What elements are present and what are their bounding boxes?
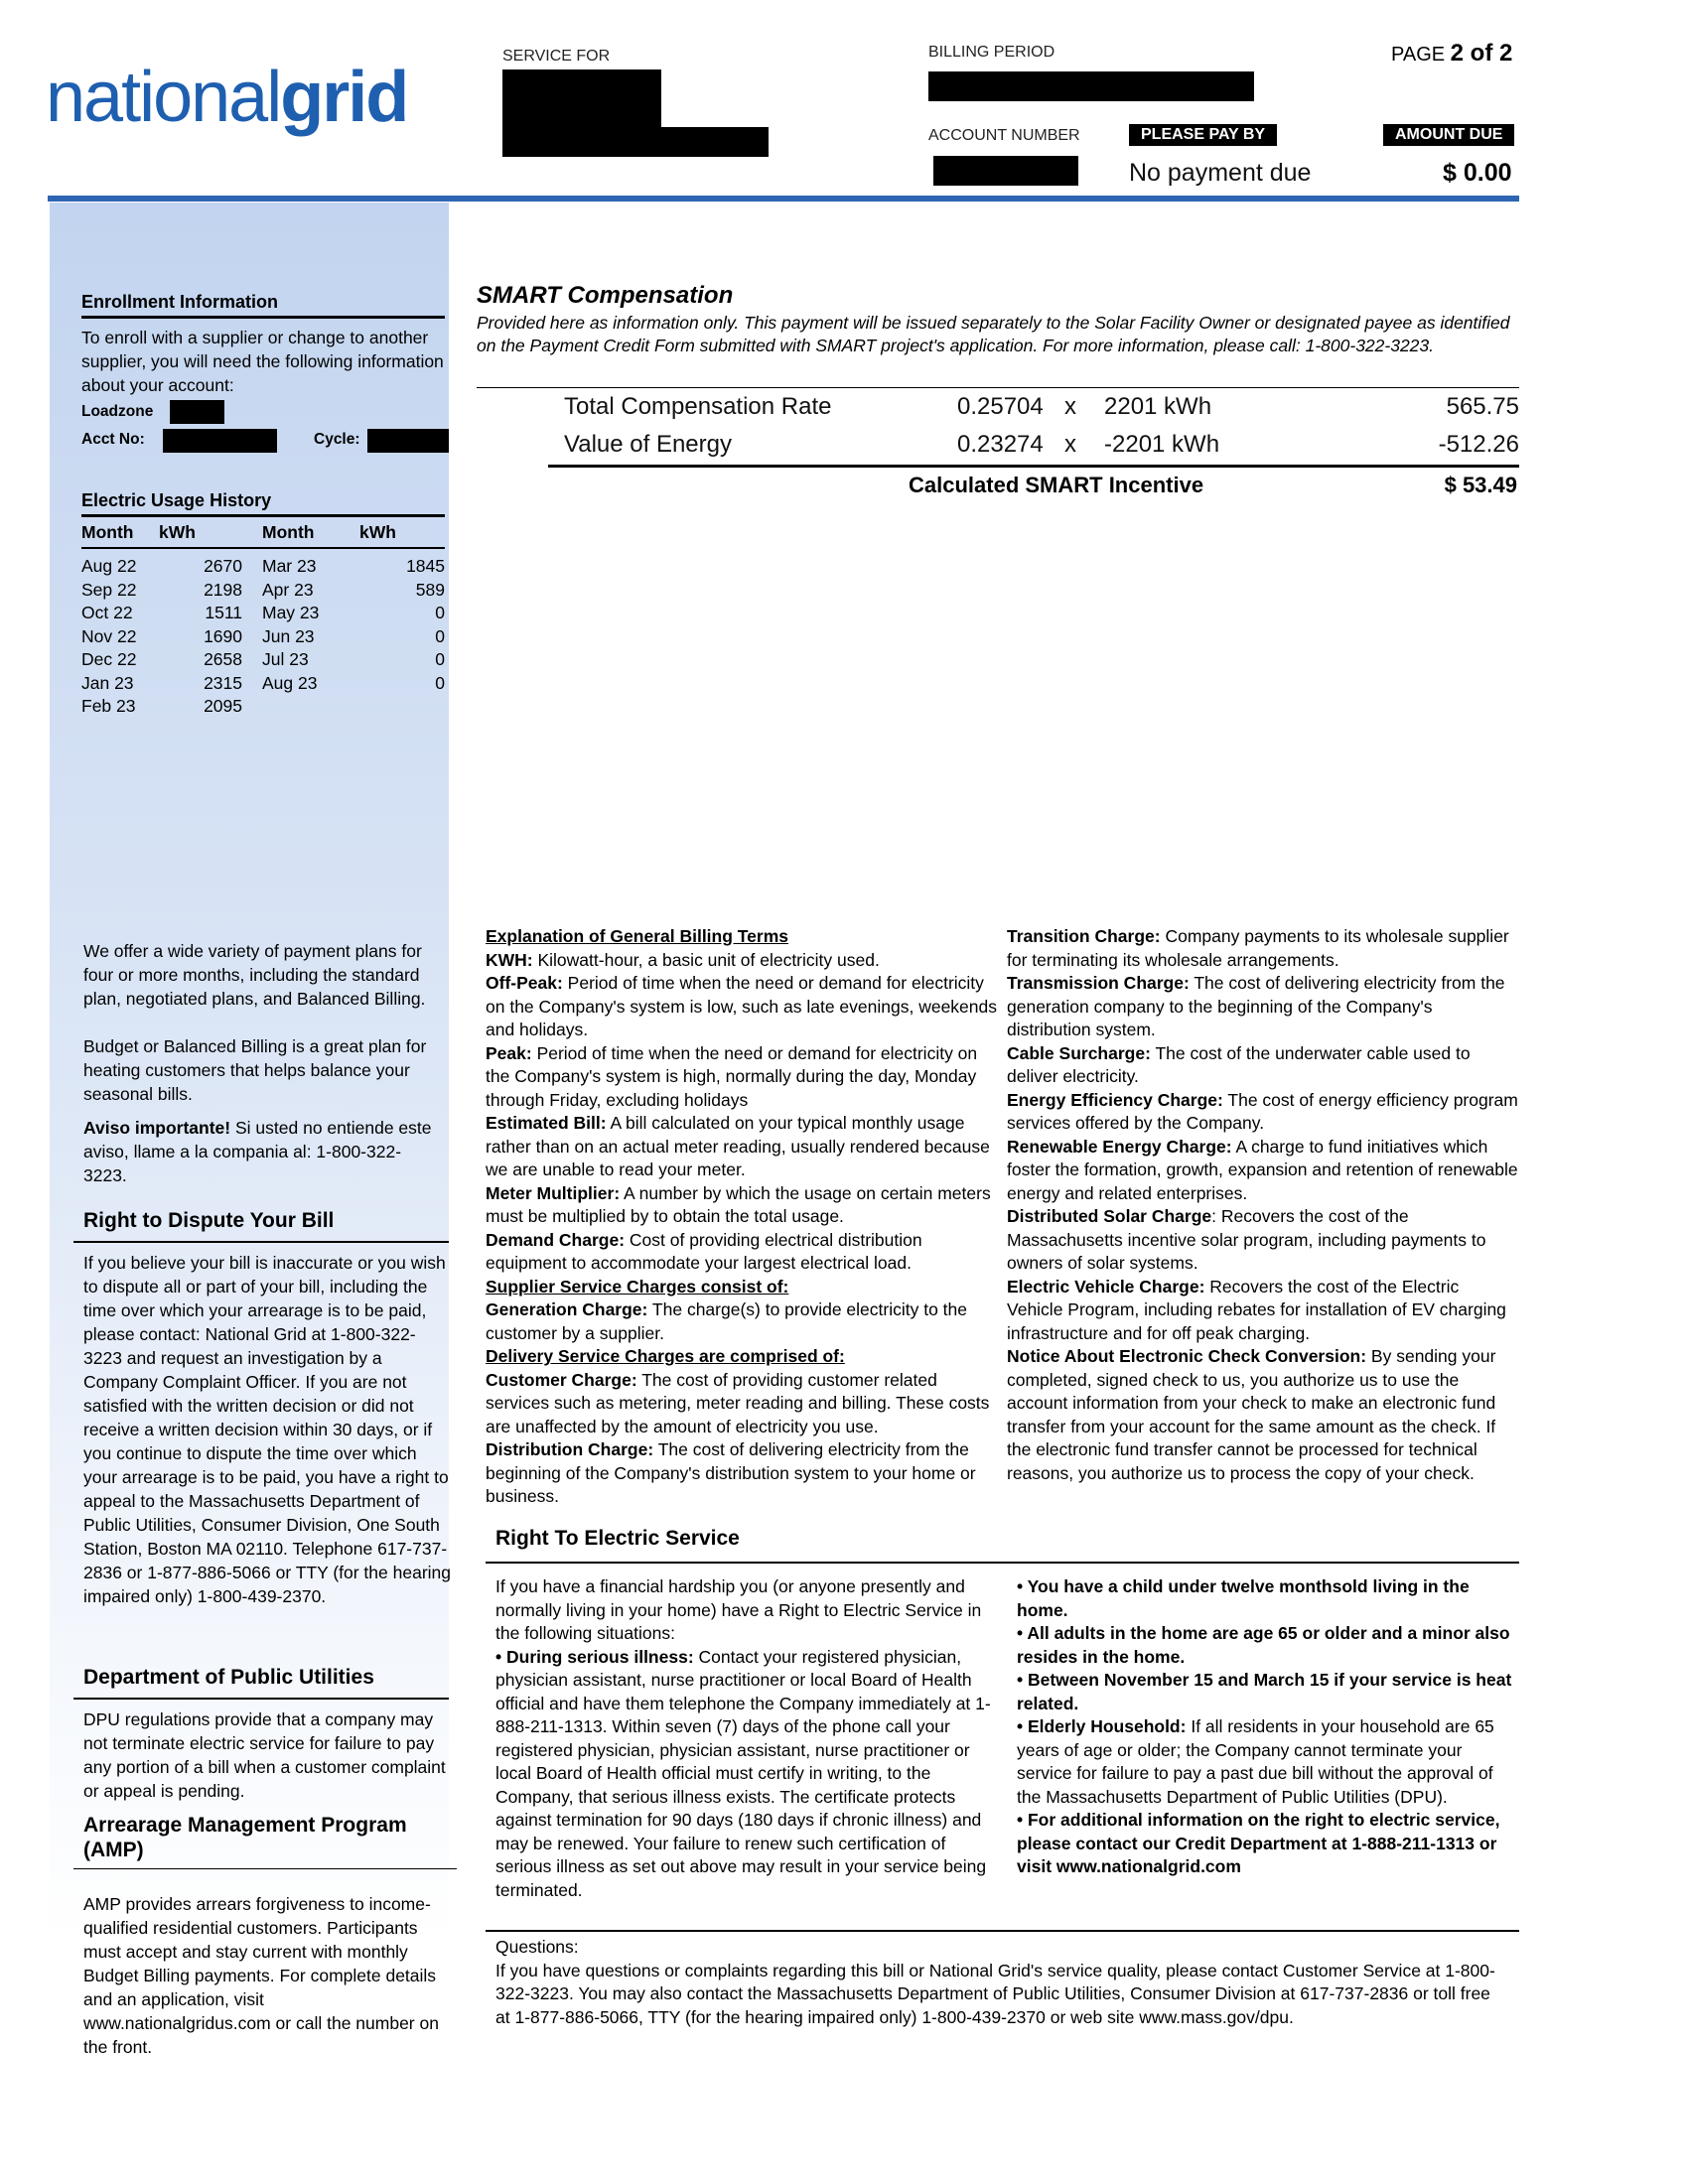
billing-term-name: Notice About Electronic Check Conversion: [1007,1346,1367,1366]
service-bullet-heat: • Between November 15 and March 15 if your service is heat related. [1017,1670,1512,1713]
usage-kwh-cell: 1690 [204,625,242,646]
smart-row-label: Value of Energy [564,431,732,458]
usage-kwh-cell: 2095 [204,696,242,716]
table-row [81,548,445,579]
service-bullet-adults: • All adults in the home are age 65 or older and a minor also resides in the home. [1017,1623,1510,1667]
usage-kwh-cell: 2658 [204,649,242,669]
usage-kwh-cell [359,695,445,719]
billing-term-definition: The cost of delivering electricity from the generation company to the beginning of the Company's distribution system. [1007,973,1505,1039]
billing-term-item [486,1112,1002,1182]
billing-terms-heading: Delivery Service Charges are comprised of: [486,1346,845,1366]
billing-term-name: Energy Efficiency Charge: [1007,1089,1223,1110]
aviso-bold: Aviso importante! [83,1118,231,1138]
smart-row-kwh: -2201 kWh [1104,431,1220,458]
smart-title: SMART Compensation [477,282,734,309]
aviso-body: Si usted no entiende este aviso, llame a la compania al: 1-800-322-3223. [83,1118,432,1185]
usage-history-title: Electric Usage History [81,490,272,510]
please-pay-by-label: PLEASE PAY BY [1129,124,1277,146]
usage-body [81,548,445,719]
billing-term-definition: Recovers the cost of the Electric Vehicle Program, including rebates for installation of EV charging infrastructure and for off peak charging. [1007,1276,1506,1343]
billing-term-item [1007,925,1519,972]
billing-term-item [486,1298,1002,1345]
col-kwh-2: kWh [359,522,445,548]
billing-term-item [486,949,1002,973]
usage-month-cell: Feb 23 [81,696,136,716]
amount-due-label: AMOUNT DUE [1383,124,1514,146]
page-value: 2 of 2 [1450,40,1513,67]
billing-term-item [486,1369,1002,1439]
billing-term-definition: A number by which the usage on certain meters must be multiplied by to obtain the total usage. [486,1182,991,1226]
billing-term-name: Off-Peak: [486,973,563,993]
col-kwh-1: kWh [159,522,242,548]
billing-terms-right [1007,925,1519,1485]
billing-term-definition: By sending your completed, signed check to us, you authorize us to use the account information from your check to make an electronic fund transfer from your account for the same amount as the check. If the electronic fund transfer cannot be processed for technical reasons, you authorize us to process the copy of your check. [1007,1346,1496,1483]
billing-term-definition: The cost of energy efficiency program services offered by the Company. [1007,1089,1518,1133]
smart-row-rate: 0.25704 [957,393,1044,420]
billing-term-name: Estimated Bill: [486,1113,607,1133]
smart-row-times: x [1064,393,1076,420]
usage-history-table [81,522,445,719]
table-row [81,579,445,603]
table-row [81,602,445,625]
table-row [81,695,445,719]
usage-kwh-cell: 2315 [204,672,242,693]
billing-term-definition: A bill calculated on your typical monthly usage rather than on an actual meter reading, usually rendered because we are unable to read your meter. [486,1113,990,1179]
smart-row-rate: 0.23274 [957,431,1044,458]
right-to-service-rule [486,1562,1519,1564]
pay-by-value: No payment due [1129,159,1312,187]
dispute-text: If you believe your bill is inaccurate or you wish to dispute all or part of your bill, including the time over which your arrearage is to be paid, please contact: National Grid at 1-800-322-3223 and request an investigation by a Company Complaint Officer. If you are not satisfied with the written decision or did not receive a written decision within 30 days, or if you continue to dispute the time over which your arrearage is to be paid, you have a right to appeal to the Massachusetts Department of Public Utilities, Consumer Division, One South Station, Boston MA 02110. Telephone 617-737-2836 or 1-877-886-5066 or TTY (for the hearing impaired only) 1-800-439-2370. [83,1253,452,1606]
aviso-text [83,1116,443,1187]
dpu-text: DPU regulations provide that a company may not terminate electric service for failure to pay any portion of a bill when a customer complaint or appeal is pending. [83,1709,446,1801]
billing-terms-heading: Supplier Service Charges consist of: [486,1276,789,1297]
usage-month-cell [242,695,359,719]
usage-kwh-cell: 0 [435,649,445,669]
enrollment-rule [81,316,445,319]
billing-term-item [1007,1089,1519,1136]
dpu-title: Department of Public Utilities [83,1666,374,1689]
usage-kwh-cell: 0 [435,625,445,646]
usage-month-cell: Sep 22 [81,579,137,600]
elderly-bold: • Elderly Household: [1017,1716,1187,1736]
questions-text: If you have questions or complaints regarding this bill or National Grid's service quality, please contact Customer Service at 1-800-322-3223. You may also contact the Massachusetts Department of Public Utilities, Consumer Division at 617-737-2836 or toll free at 1-877-886-5066, TTY (for the hearing impaired only) 1-800-439-2370 or web site www.mass.gov/dpu. [495,1960,1495,2027]
acct-label: Acct No: [81,431,145,448]
cycle-label: Cycle: [314,431,360,448]
smart-row-kwh: 2201 kWh [1104,393,1212,420]
billing-term-name: Customer Charge: [486,1369,637,1390]
billing-term-definition: The cost of the underwater cable used to deliver electricity. [1007,1042,1471,1086]
usage-kwh-cell: 2670 [204,556,242,576]
smart-incentive-value: $ 53.49 [1444,473,1517,497]
billing-term-name: Meter Multiplier: [486,1182,621,1203]
smart-row-label: Total Compensation Rate [564,393,832,420]
billing-term-definition: Company payments to its wholesale supplier for terminating its wholesale arrangements. [1007,926,1509,970]
billing-term-name: Generation Charge: [486,1299,648,1319]
smart-row-amount: -512.26 [1438,431,1519,458]
billing-term-name: Transition Charge: [1007,926,1161,946]
billing-term-definition: Cost of providing electrical distribution equipment to accommodate your largest electrical load. [486,1229,922,1273]
page-number [1391,40,1512,68]
usage-month-cell: Apr 23 [262,579,314,600]
billing-term-item [486,1042,1002,1113]
smart-total-rule [548,465,1519,468]
usage-history-rule [81,514,445,517]
dpu-rule [73,1698,449,1700]
billing-term-name: KWH: [486,949,533,970]
dispute-title: Right to Dispute Your Bill [83,1209,335,1232]
national-grid-logo [46,58,408,137]
questions-rule [486,1930,1519,1932]
billing-term-name: Peak: [486,1042,532,1063]
billing-term-definition: Period of time when the need or demand for electricity on the Company's system is high, normally during the day, Monday through Friday, excluding holidays [486,1042,978,1110]
usage-month-cell: Dec 22 [81,649,137,669]
enrollment-title: Enrollment Information [81,292,278,312]
redacted-cycle [367,429,449,453]
col-month-1: Month [81,522,159,548]
usage-month-cell: Aug 23 [262,672,318,693]
right-to-service-left [495,1575,1004,1902]
billing-term-definition: : Recovers the cost of the Massachusetts incentive solar program, including payments to owners of solar systems. [1007,1206,1486,1273]
smart-incentive-label: Calculated SMART Incentive [909,473,1204,497]
col-month-2: Month [242,522,359,548]
billing-term-item [486,1229,1002,1276]
usage-kwh-cell: 1511 [205,603,242,622]
amount-due-value: $ 0.00 [1443,159,1512,187]
billing-term-definition: The cost of providing customer related services such as metering, meter reading and billing. These costs are unaffected by the amount of electricity you use. [486,1369,990,1436]
usage-month-cell: Nov 22 [81,625,137,646]
usage-kwh-cell: 0 [435,672,445,693]
service-for-label: SERVICE FOR [502,48,611,65]
service-bullet-child: • You have a child under twelve monthsold living in the home. [1017,1576,1470,1620]
right-to-service-title: Right To Electric Service [495,1527,740,1550]
service-bullet-contact: • For additional information on the right to electric service, please contact our Credit Department at 1-888-211-1313 or visit www.nationalgrid.com [1017,1810,1500,1876]
payment-plans-text-1: We offer a wide variety of payment plans for four or more months, including the standard plan, negotiated plans, and Balanced Billing. [83,941,426,1009]
billing-term-definition: Period of time when the need or demand for electricity on the Company's system is low, such as late evenings, weekends and holidays. [486,973,997,1039]
amp-text: AMP provides arrears forgiveness to income-qualified residential customers. Participants must accept and stay current with monthly Budget Billing payments. For complete details and an application, visit www.nationalgridus.com or call the number on the front. [83,1894,439,2057]
service-bullet-elderly [1017,1715,1519,1809]
logo-text-thin: national [46,58,281,137]
billing-term-definition: The cost of delivering electricity from the beginning of the Company's distribution system to your home or business. [486,1439,976,1506]
account-number-label: ACCOUNT NUMBER [928,127,1080,144]
billing-terms-heading: Explanation of General Billing Terms [486,926,789,946]
usage-month-cell: Jul 23 [262,649,309,669]
dispute-rule [73,1241,449,1243]
billing-term-name: Demand Charge: [486,1229,626,1250]
questions-label: Questions: [495,1937,579,1957]
usage-kwh-cell: 0 [435,603,445,622]
table-row [81,648,445,672]
right-to-service-right [1017,1575,1519,1879]
illness-text: Contact your registered physician, physician assistant, nurse practitioner or local Board of Health official and have them telephone the Company immediately at 1-888-211-1313. Within seven (7) days of the phone call your registered physician, physician assistant, nurse practitioner or local Board of Health official must certify in writing, to the Company, that serious illness exists. The certificate protects against termination for 90 days (180 days if chronic illness) and may be renewed. Your failure to renew such certification of serious illness as set out above may result in your service being terminated. [495,1646,991,1900]
usage-kwh-cell: 1845 [406,556,445,576]
service-intro: If you have a financial hardship you (or anyone presently and normally living in your home) have a Right to Electric Service in the following situations: [495,1576,982,1643]
redacted-account-number [933,156,1078,186]
elderly-text: If all residents in your household are 65 years of age or older; the Company cannot terminate your service for failure to pay a past due bill without the approval of the Massachusetts Department of Public Utilities (DPU). [1017,1716,1494,1807]
loadzone-label: Loadzone [81,403,154,420]
redacted-service-address [635,127,769,157]
billing-terms-left [486,925,1002,1509]
usage-month-cell: May 23 [262,603,320,622]
billing-term-name: Distribution Charge: [486,1439,654,1459]
usage-header-row [81,522,445,548]
table-row [81,625,445,649]
billing-term-name: Distributed Solar Charge [1007,1206,1212,1226]
billing-term-item [1007,1205,1519,1276]
usage-kwh-cell: 589 [415,579,445,600]
billing-term-item [486,1182,1002,1229]
billing-term-item [1007,1276,1519,1346]
logo-text-bold: grid [280,58,408,137]
smart-row-times: x [1064,431,1076,458]
smart-row-amount: 565.75 [1446,393,1519,420]
billing-term-name: Cable Surcharge: [1007,1042,1151,1063]
smart-top-rule [477,387,1519,388]
page-prefix: PAGE [1391,44,1446,66]
billing-term-name: Renewable Energy Charge: [1007,1136,1232,1157]
usage-month-cell: Mar 23 [262,556,317,576]
enrollment-text: To enroll with a supplier or change to another supplier, you will need the following information about your account: [81,328,444,395]
header-divider [48,196,1519,202]
redacted-billing-period [928,71,1254,101]
billing-term-item [1007,1345,1519,1485]
billing-term-name: Transmission Charge: [1007,973,1190,993]
billing-term-item [486,1438,1002,1509]
billing-term-item [1007,972,1519,1042]
amp-title: Arrearage Management Program (AMP) [83,1814,407,1861]
smart-text: Provided here as information only. This payment will be issued separately to the Solar Facility Owner or designated payee as identified on the Payment Credit Form submitted with SMART project's application. For more information, please call: 1-800-322-3223. [477,313,1510,355]
billing-term-definition: A charge to fund initiatives which foster the formation, growth, expansion and retention of renewable energy and related enterprises. [1007,1136,1518,1203]
usage-month-cell: Oct 22 [81,603,133,622]
billing-term-definition: The charge(s) to provide electricity to the customer by a supplier. [486,1299,968,1343]
usage-month-cell: Aug 22 [81,556,137,576]
redacted-loadzone [170,400,224,424]
table-row [81,672,445,696]
billing-term-name: Electric Vehicle Charge: [1007,1276,1205,1297]
billing-term-item [486,972,1002,1042]
billing-term-item [1007,1136,1519,1206]
usage-month-cell: Jan 23 [81,672,134,693]
illness-bold: • During serious illness: [495,1646,694,1667]
redacted-acct [163,429,277,453]
usage-month-cell: Jun 23 [262,625,315,646]
billing-term-item [1007,1042,1519,1089]
amp-rule [73,1868,457,1869]
service-illness [495,1646,1004,1903]
billing-period-label: BILLING PERIOD [928,44,1055,61]
billing-term-definition: Kilowatt-hour, a basic unit of electricity used. [532,949,880,970]
payment-plans-text-2: Budget or Balanced Billing is a great plan for heating customers that helps balance your seasonal bills. [83,1036,427,1104]
questions-block [495,1936,1508,2029]
usage-kwh-cell: 2198 [204,579,242,600]
